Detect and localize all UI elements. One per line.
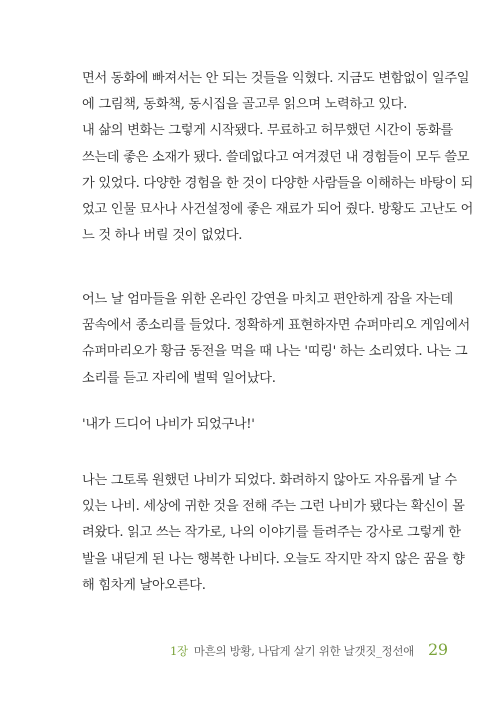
text-line: 려왔다. 읽고 쓰는 작가로, 나의 이야기를 들려주는 강사로 그렇게 한 [82,525,461,541]
text-line: 느 것 하나 버릴 것이 없었다. [82,228,243,244]
text-line: 슈퍼마리오가 황금 동전을 먹을 때 나는 '띠링' 하는 소리였다. 나는 그 [82,344,468,360]
text-line: 어느 날 엄마들을 위한 온라인 강연을 마치고 편안하게 잠을 자는데 [82,292,453,307]
quote-paragraph [82,412,430,438]
text-line: 해 힘차게 날아오른다. [82,577,206,593]
text-line: 나는 그토록 원했던 나비가 되었다. 화려하지 않아도 자유롭게 날 수 [82,473,457,488]
text-line: 꿈속에서 종소리를 들었다. 정확하게 표현하자면 슈퍼마리오 게임에서 [82,318,470,334]
text-line: 쓰는데 좋은 소재가 됐다. 쓸데없다고 여겨졌던 내 경험들이 모두 쓸모 [82,149,470,165]
text-line: 내 삶의 변화는 그렇게 시작됐다. 무료하고 허무했던 시간이 동화를 [82,123,453,139]
text-line: 소리를 듣고 자리에 벌떡 일어났다. [82,370,276,386]
quote-line: '내가 드디어 나비가 되었구나!' [82,417,255,432]
text-line: 가 있었다. 다양한 경험을 한 것이 다양한 사람들을 이해하는 바탕이 되 [82,175,474,191]
author-name: _정선애 [376,644,414,658]
page-footer [170,640,448,664]
text-line: 있는 나비. 세상에 귀한 것을 전해 주는 그런 나비가 됐다는 확신이 몰 [82,499,465,515]
text-line: 발을 내딛게 된 나는 행복한 나비다. 오늘도 작지만 작지 않은 꿈을 향 [82,551,465,567]
paragraph-2 [82,287,470,392]
page-number: 29 [428,640,448,659]
book-title: 마흔의 방황, 나답게 살기 위한 날갯짓 [193,644,377,658]
text-line: 에 그림책, 동화책, 동시집을 골고루 읽으며 노력하고 있다. [82,97,408,113]
text-line: 었고 인물 묘사나 사건설정에 좋은 재료가 되어 줬다. 방황도 고난도 어 [82,201,474,217]
paragraph-3 [82,468,465,599]
text-line: 면서 동화에 빠져서는 안 되는 것들을 익혔다. 지금도 변함없이 일주일 [82,71,470,86]
paragraph-1 [82,66,474,249]
chapter-label: 1장 [170,644,188,658]
